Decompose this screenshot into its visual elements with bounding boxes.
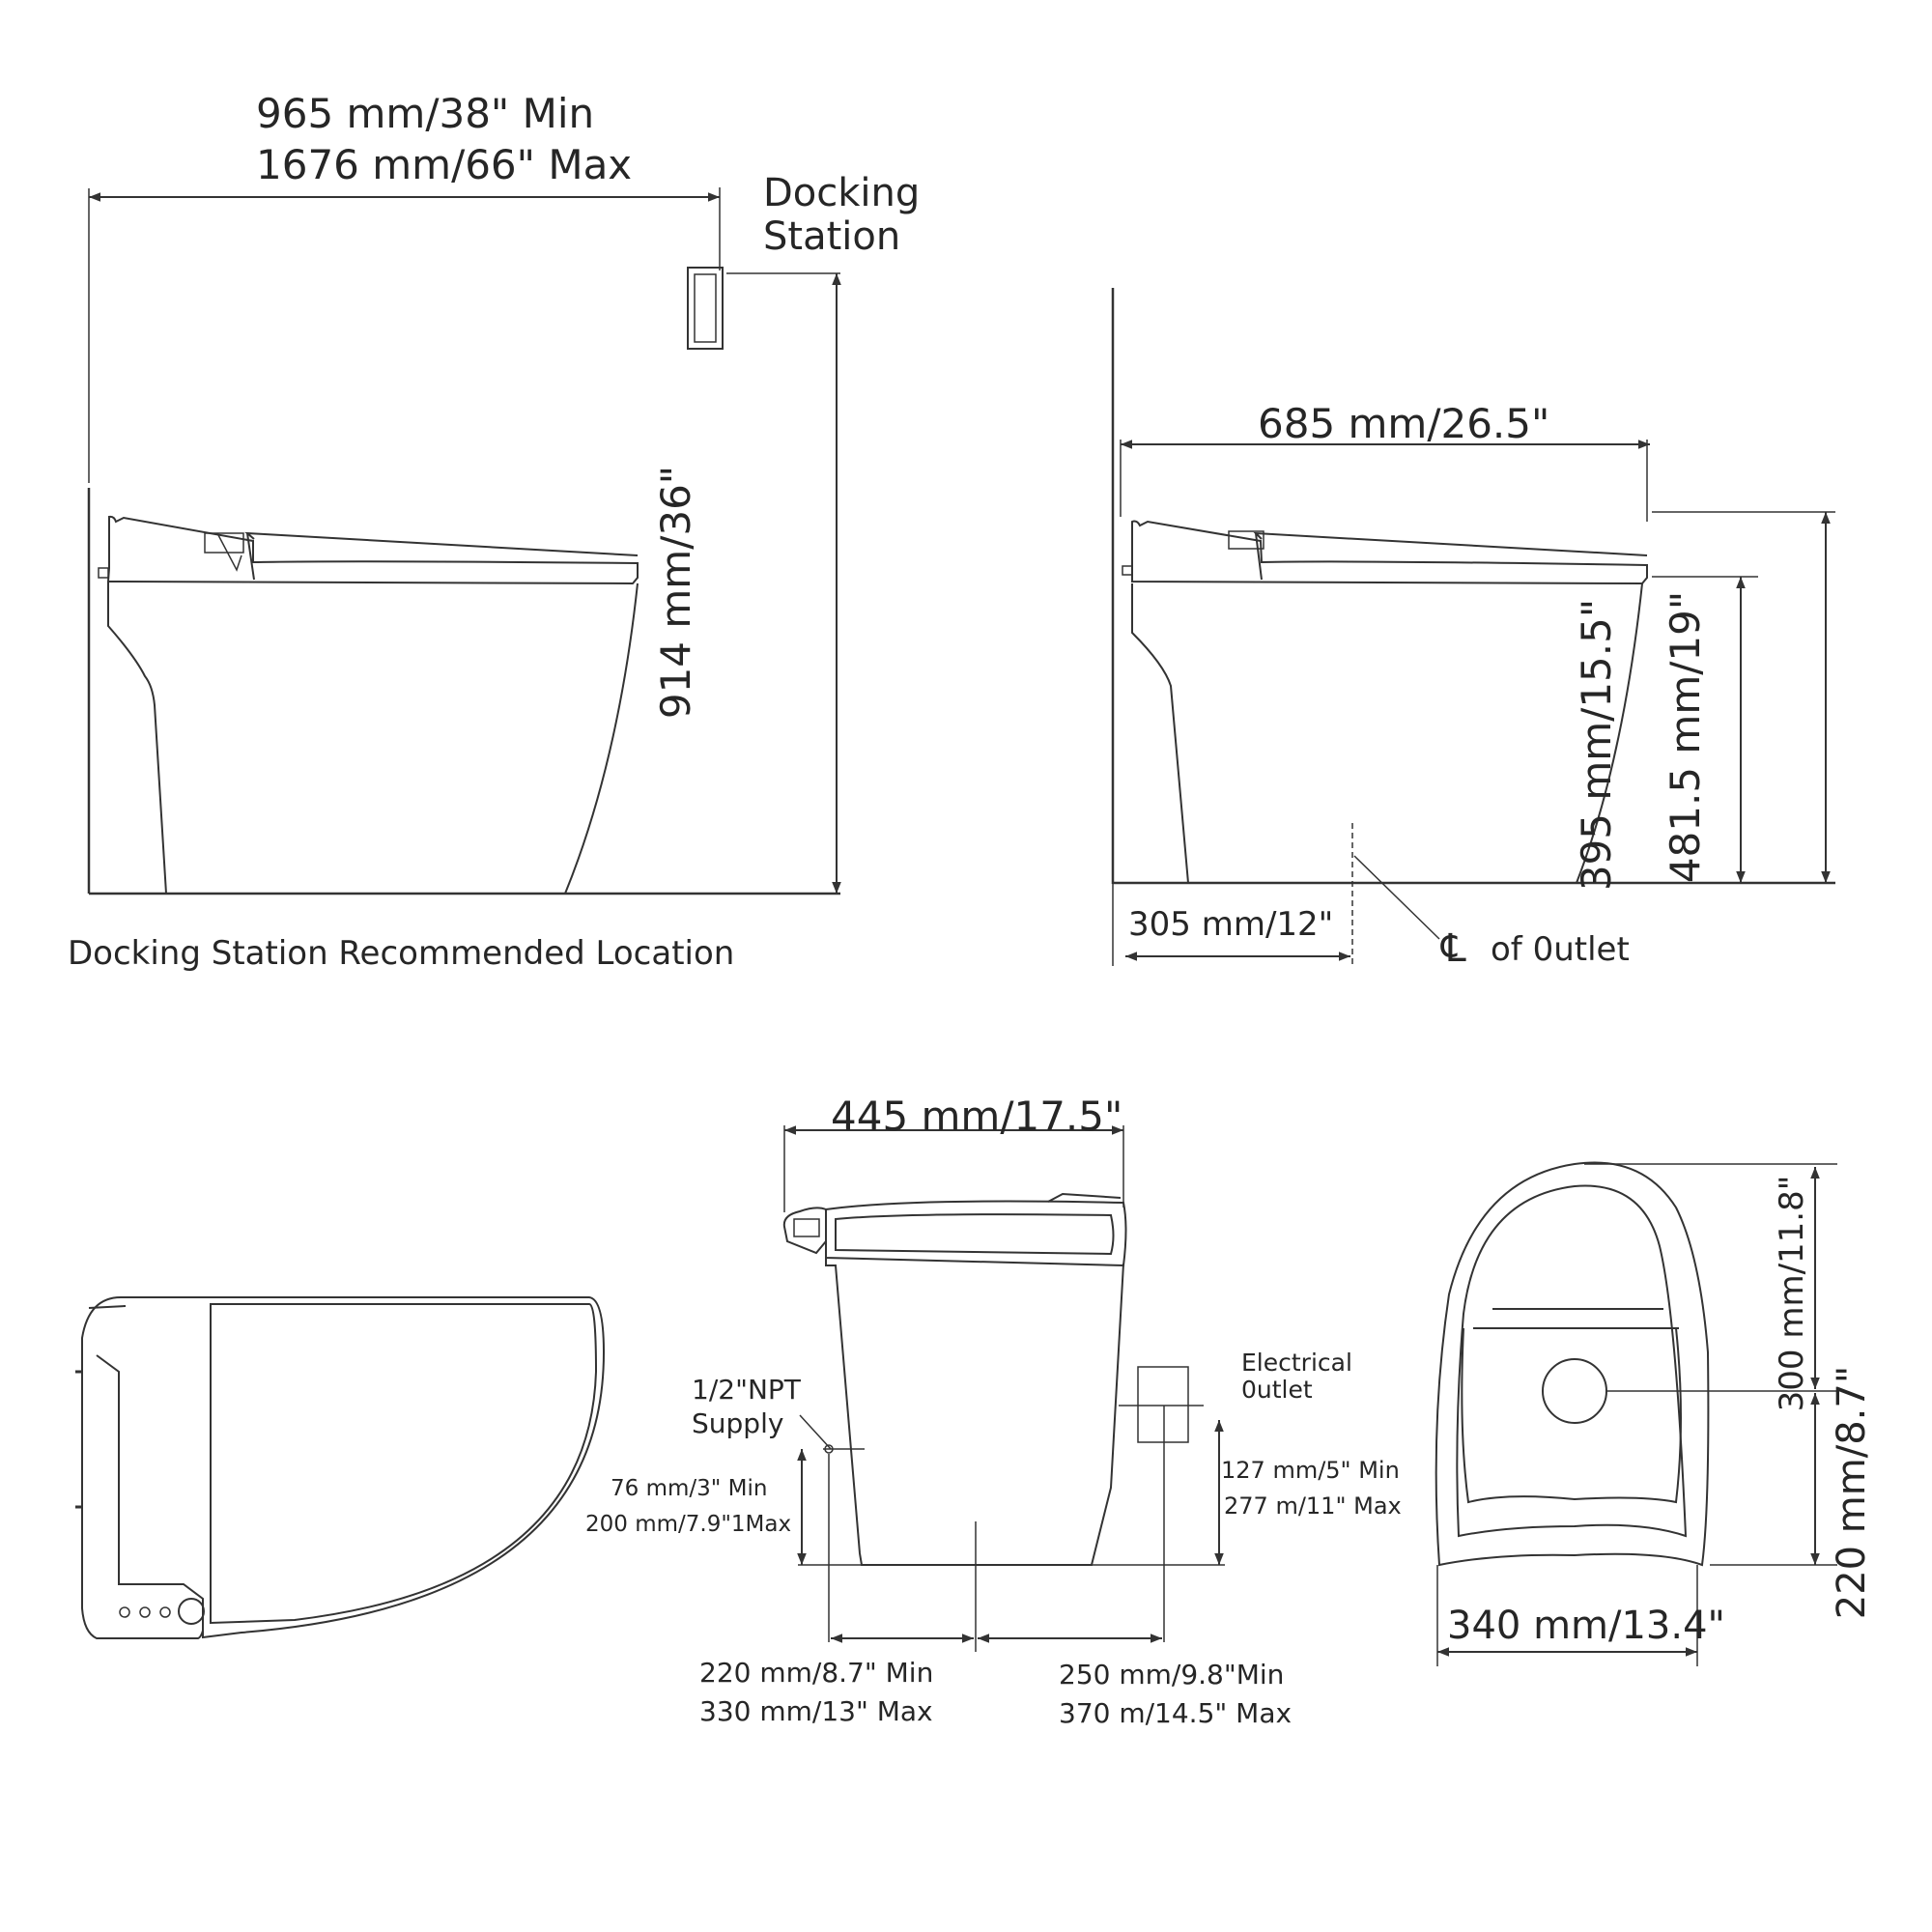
electrical-height-max: 277 m/11" Max <box>1224 1492 1402 1520</box>
supply-height-min: 76 mm/3" Min <box>611 1476 768 1501</box>
front-width-label: 445 mm/17.5" <box>831 1093 1123 1140</box>
electrical-offset-max: 370 m/14.5" Max <box>1059 1697 1293 1729</box>
base-lower-label: 220 mm/8.7" <box>1830 1365 1874 1620</box>
docking-station <box>688 268 723 349</box>
supply-offset-min: 220 mm/8.7" Min <box>699 1657 934 1689</box>
electrical-height-min: 127 mm/5" Min <box>1221 1457 1400 1484</box>
base-upper-label: 300 mm/11.8" <box>1773 1175 1811 1412</box>
supply-offset-max: 330 mm/13" Max <box>699 1695 933 1727</box>
top-view <box>75 1297 604 1638</box>
front-view <box>784 1125 1225 1652</box>
supply-label-2: Supply <box>692 1407 784 1439</box>
docking-station-label-1: Docking <box>763 171 921 215</box>
width-min-label: 965 mm/38" Min <box>256 90 595 137</box>
outlet-center-label: of 0utlet <box>1491 930 1630 969</box>
electrical-outlet-box <box>1138 1367 1188 1442</box>
outlet-circle <box>1543 1359 1606 1423</box>
total-height-label: 481.5 mm/19" <box>1662 590 1709 884</box>
side-view-docking <box>89 187 840 894</box>
side-view-rough-in <box>1113 288 1835 971</box>
rough-in-label: 305 mm/12" <box>1128 905 1334 944</box>
electrical-label-2: 0utlet <box>1241 1376 1313 1404</box>
length-685-label: 685 mm/26.5" <box>1258 400 1550 447</box>
supply-label-1: 1/2"NPT <box>692 1374 801 1406</box>
electrical-offset-min: 250 mm/9.8"Min <box>1059 1659 1285 1690</box>
docking-location-caption: Docking Station Recommended Location <box>68 934 735 973</box>
base-width-label: 340 mm/13.4" <box>1447 1604 1725 1648</box>
width-max-label: 1676 mm/66" Max <box>256 141 633 188</box>
seat-height-label: 395 mm/15.5" <box>1573 598 1620 892</box>
docking-station-label-2: Station <box>763 214 901 259</box>
height-914-label: 914 mm/36" <box>652 465 699 720</box>
centerline-symbol: ℄ <box>1441 926 1466 971</box>
electrical-label-1: Electrical <box>1241 1349 1352 1377</box>
supply-height-max: 200 mm/7.9"1Max <box>585 1512 792 1537</box>
